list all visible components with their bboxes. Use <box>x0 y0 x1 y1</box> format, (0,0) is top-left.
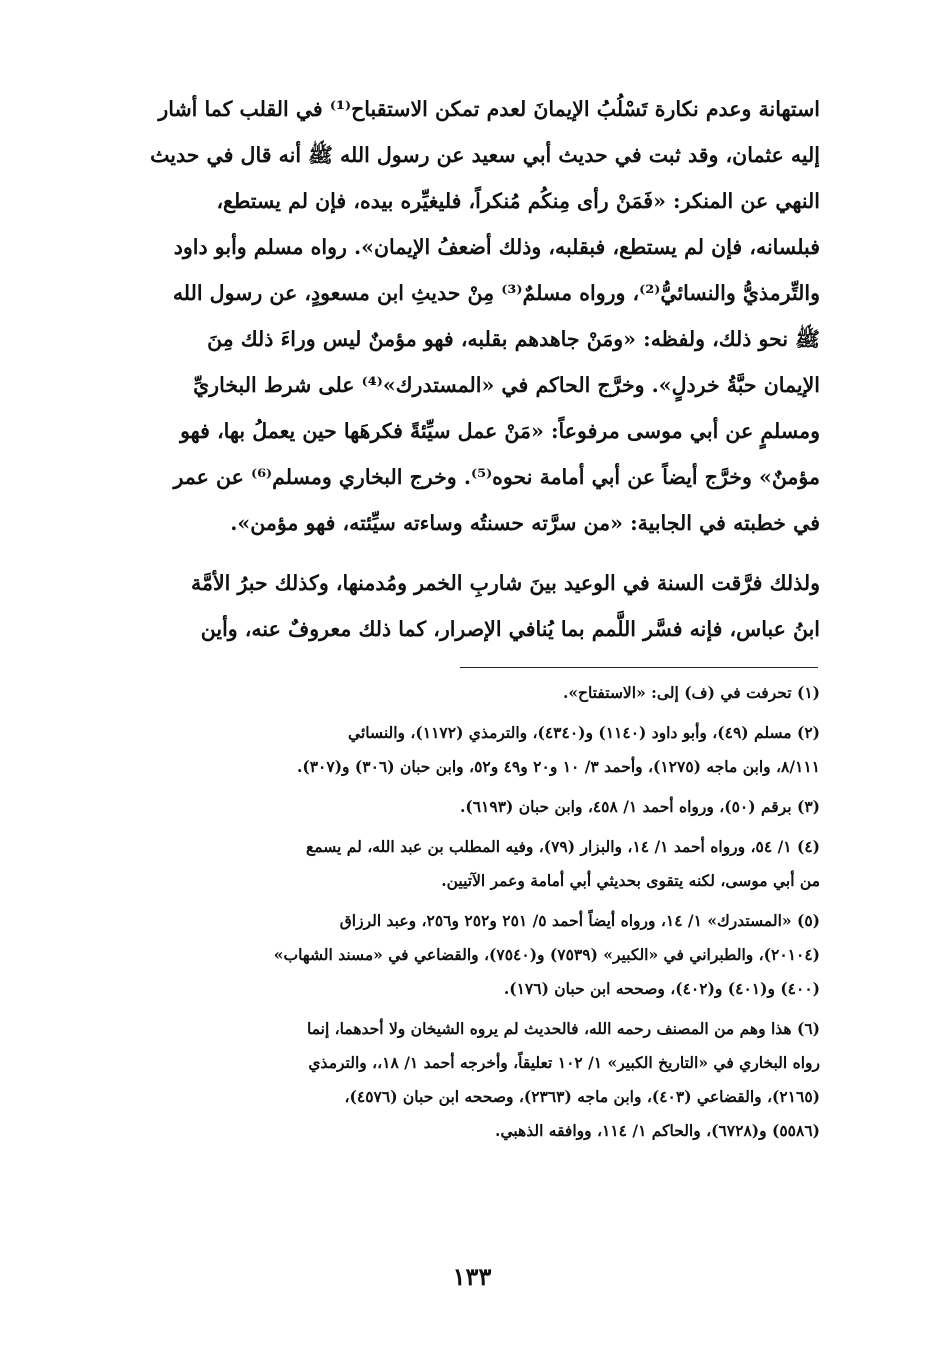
footnote-1 <box>138 676 820 710</box>
text-line: إليه عثمان، وقد ثبت في حديث أبي سعيد عن رسول الله ﷺ أنه قال في حديث <box>150 143 820 167</box>
text-line: مؤمنٌ» وخرَّج أيضاً عن أبي أمامة نحوه⁽⁵⁾. وخرج البخاري ومسلم⁽⁶⁾ عن عمر <box>173 465 820 489</box>
text-line: ومسلمٍ عن أبي موسى مرفوعاً: «مَنْ عمل سيِّئةً فكرهَها حين يعملُ بها، فهو <box>180 419 820 443</box>
page-number: ١٣٣ <box>452 1262 492 1291</box>
text-line: في خطبته في الجابية: «من سرَّته حسنتُه وساءته سيِّئته، فهو مؤمن». <box>230 511 820 535</box>
text-line: ولذلك فرَّقت السنة في الوعيد بينَ شاربِ الخمر ومُدمنها، وكذلك حبرُ الأمَّة <box>190 571 820 595</box>
footnote-line: (٦) هذا وهم من المصنف رحمه الله، فالحديث لم يروه الشيخان ولا أحدهما، إنما <box>306 1019 820 1038</box>
paragraph <box>136 86 820 546</box>
paragraph-gap <box>136 546 820 560</box>
footnote-line: (٤) ١/ ٥٤، ورواه أحمد ١/ ١٤، والبزار (٧٩)، وفيه المطلب بن عبد الله، لم يسمع <box>306 837 820 856</box>
footnote-6 <box>138 1012 820 1148</box>
footnote-line: من أبي موسى، لكنه يتقوى بحديثي أبي أمامة وعمر الآتيين. <box>441 871 820 890</box>
footnote-4 <box>138 830 820 898</box>
footnote-divider <box>460 667 818 668</box>
footnote-line: (٤٠٠) و(٤٠١) و(٤٠٢)، وصححه ابن حبان (١٧٦). <box>503 979 820 998</box>
text-line: ابنُ عباس، فإنه فسَّر اللَّمم بما يُنافي الإصرار، كما ذلك معروفٌ عنه، وأين <box>200 617 820 641</box>
footnote-5 <box>138 904 820 1006</box>
text-line: فبلسانه، فإن لم يستطع، فبقلبه، وذلك أضعفُ الإيمان». رواه مسلم وأبو داود <box>173 235 820 259</box>
footnote-2 <box>138 716 820 784</box>
main-text <box>136 86 820 652</box>
footnote-line: (٥٥٨٦) و(٦٧٢٨)، والحاكم ١/ ١١٤، ووافقه الذهبي. <box>495 1121 820 1140</box>
text-line: النهي عن المنكر: «فَمَنْ رأى مِنكُم مُنكراً، فليغيِّره بيده، فإن لم يستطع، <box>216 189 820 213</box>
footnote-line: (٢١٦٥)، والقضاعي (٤٠٣)، وابن ماجه (٢٣٦٣)، وصححه ابن حبان (٤٥٧٦)، <box>344 1087 820 1106</box>
footnote-line: (٥) «المستدرك» ١/ ١٤، ورواه أيضاً أحمد ٥/ ٢٥١ و٢٥٢ و٢٥٦، وعبد الرزاق <box>339 911 820 930</box>
text-line: الإيمان حبَّةُ خردلٍ». وخرَّج الحاكم في «المستدرك»⁽⁴⁾ على شرط البخاريِّ <box>193 373 820 397</box>
footnote-3 <box>138 790 820 824</box>
footnote-line: (١) تحرفت في (ف) إلى: «الاستفتاح». <box>562 683 820 702</box>
footnote-line: رواه البخاري في «التاريخ الكبير» ١/ ١٠٢ تعليقاً، وأخرجه أحمد ١/ ١٨،، والترمذي <box>308 1053 820 1072</box>
footnote-line: (٢٠١٠٤)، والطبراني في «الكبير» (٧٥٣٩) و(٧٥٤٠)، والقضاعي في «مسند الشهاب» <box>273 945 820 964</box>
footnote-line: ٨/١١١، وابن ماجه (١٢٧٥)، وأحمد ٣/ ١٠ و٢٠ و٤٩ و٥٢، وابن حبان (٣٠٦) و(٣٠٧). <box>297 757 820 776</box>
footnote-line: (٢) مسلم (٤٩)، وأبو داود (١١٤٠) و(٤٣٤٠)، والترمذي (١١٧٢)، والنسائي <box>348 723 820 742</box>
text-line: والتِّرمذيُّ والنسائيُّ⁽²⁾، ورواه مسلمٌ⁽³⁾ مِنْ حديثِ ابن مسعودٍ، عن رسول الله <box>172 281 820 305</box>
footnotes <box>138 676 820 1148</box>
paragraph <box>136 560 820 652</box>
text-line: استهانة وعدم نكارة تَسْلُبُ الإيمانَ لعدم تمكن الاستقباح⁽¹⁾ في القلب كما أشار <box>158 97 820 121</box>
footnote-line: (٣) برقم (٥٠)، ورواه أحمد ١/ ٤٥٨، وابن حبان (٦١٩٣). <box>459 797 820 816</box>
text-line: ﷺ نحو ذلك، ولفظه: «ومَنْ جاهدهم بقلبه، فهو مؤمنٌ ليس وراءَ ذلك مِنَ <box>207 327 820 351</box>
